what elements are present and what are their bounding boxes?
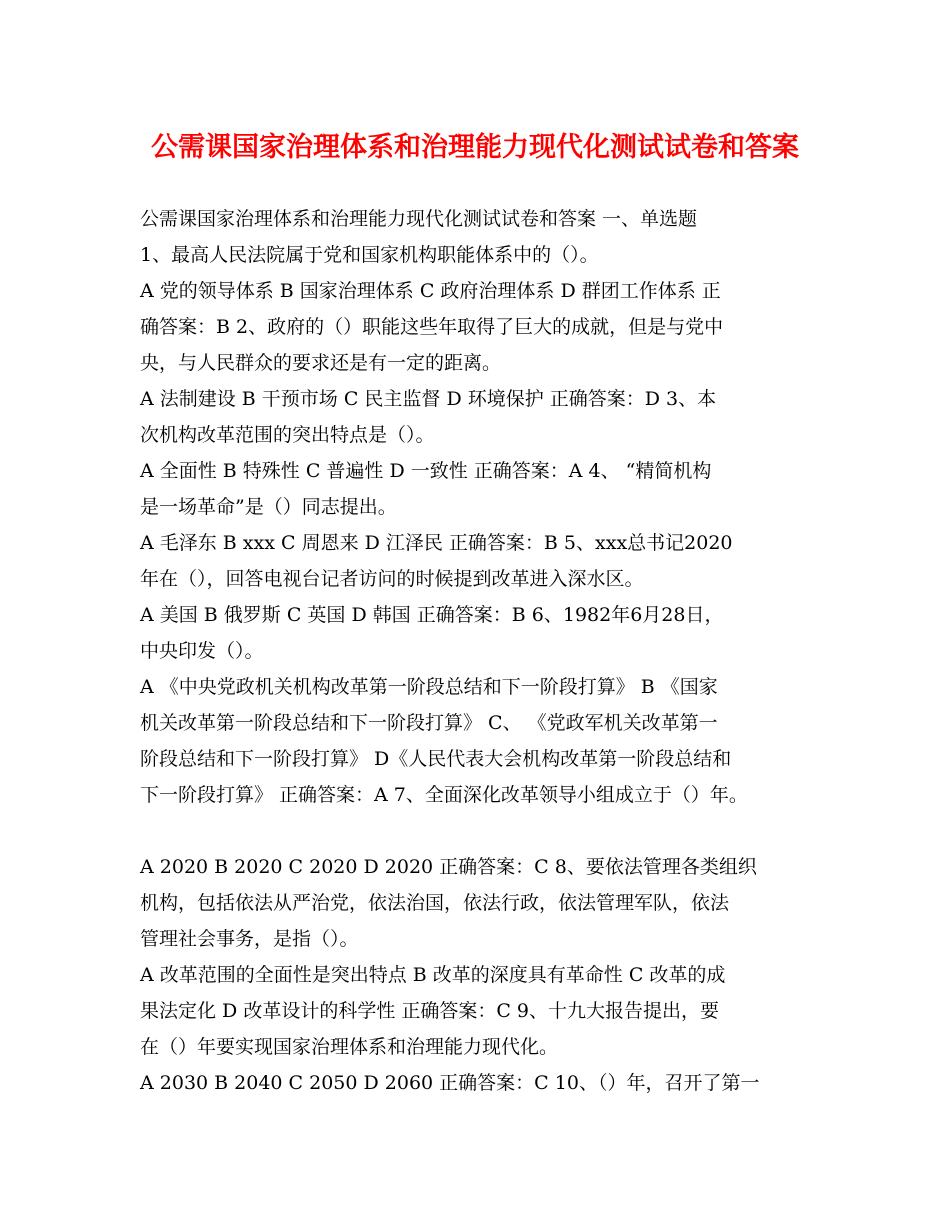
body-line: 管理社会事务，是指（）。 — [140, 928, 359, 950]
body-line: 是一场革命”是（）同志提出。 — [140, 496, 397, 518]
body-line: 在（）年要实现国家治理体系和治理能力现代化。 — [140, 1036, 559, 1058]
body-line: A 全面性 B 特殊性 C 普遍性 D 一致性 正确答案：A 4、 “精简机构 — [140, 460, 712, 482]
body-line: 中央印发（）。 — [140, 640, 264, 662]
body-line: A 改革范围的全面性是突出特点 B 改革的深度具有革命性 C 改革的成 — [140, 964, 726, 986]
body-line: 次机构改革范围的突出特点是（）。 — [140, 424, 435, 446]
body-line: A 2020 B 2020 C 2020 D 2020 正确答案：C 8、要依法管理各类组织 — [140, 856, 757, 878]
body-line: 央，与人民群众的要求还是有一定的距离。 — [140, 352, 502, 374]
body-line: 果法定化 D 改革设计的科学性 正确答案：C 9、十九大报告提出，要 — [140, 1000, 720, 1022]
body-line: A 美国 B 俄罗斯 C 英国 D 韩国 正确答案：B 6、1982年6月28日， — [140, 604, 724, 626]
body-line: 年在（），回答电视台记者访问的时候提到改革进入深水区。 — [140, 568, 644, 590]
body-line: 机关改革第一阶段总结和下一阶段打算》 C、 《党政军机关改革第一 — [140, 712, 718, 734]
body-line: 公需课国家治理体系和治理能力现代化测试试卷和答案 一、单选题 — [140, 208, 698, 230]
body-line: A 毛泽东 B xxx C 周恩来 D 江泽民 正确答案：B 5、xxx总书记2020 — [140, 532, 733, 554]
body-line: A 2030 B 2040 C 2050 D 2060 正确答案：C 10、（）年，召开了第一 — [140, 1072, 760, 1094]
document-title: 公需课国家治理体系和治理能力现代化测试试卷和答案 — [151, 132, 799, 163]
body-line: 确答案：B 2、政府的（）职能这些年取得了巨大的成就，但是与党中 — [140, 316, 724, 338]
body-line: A 《中央党政机关机构改革第一阶段总结和下一阶段打算》 B 《国家 — [140, 676, 718, 698]
body-line: 1、最高人民法院属于党和国家机构职能体系中的（）。 — [140, 244, 599, 266]
body-line: A 法制建设 B 干预市场 C 民主监督 D 环境保护 正确答案：D 3、本 — [140, 388, 717, 410]
body-line: 下一阶段打算》 正确答案：A 7、全面深化改革领导小组成立于（）年。 — [140, 784, 748, 806]
body-line: A 党的领导体系 B 国家治理体系 C 政府治理体系 D 群团工作体系 正 — [140, 280, 721, 302]
body-line: 机构，包括依法从严治党，依法治国，依法行政，依法管理军队，依法 — [140, 892, 730, 914]
body-line: 阶段总结和下一阶段打算》 D《人民代表大会机构改革第一阶段总结和 — [140, 748, 732, 770]
